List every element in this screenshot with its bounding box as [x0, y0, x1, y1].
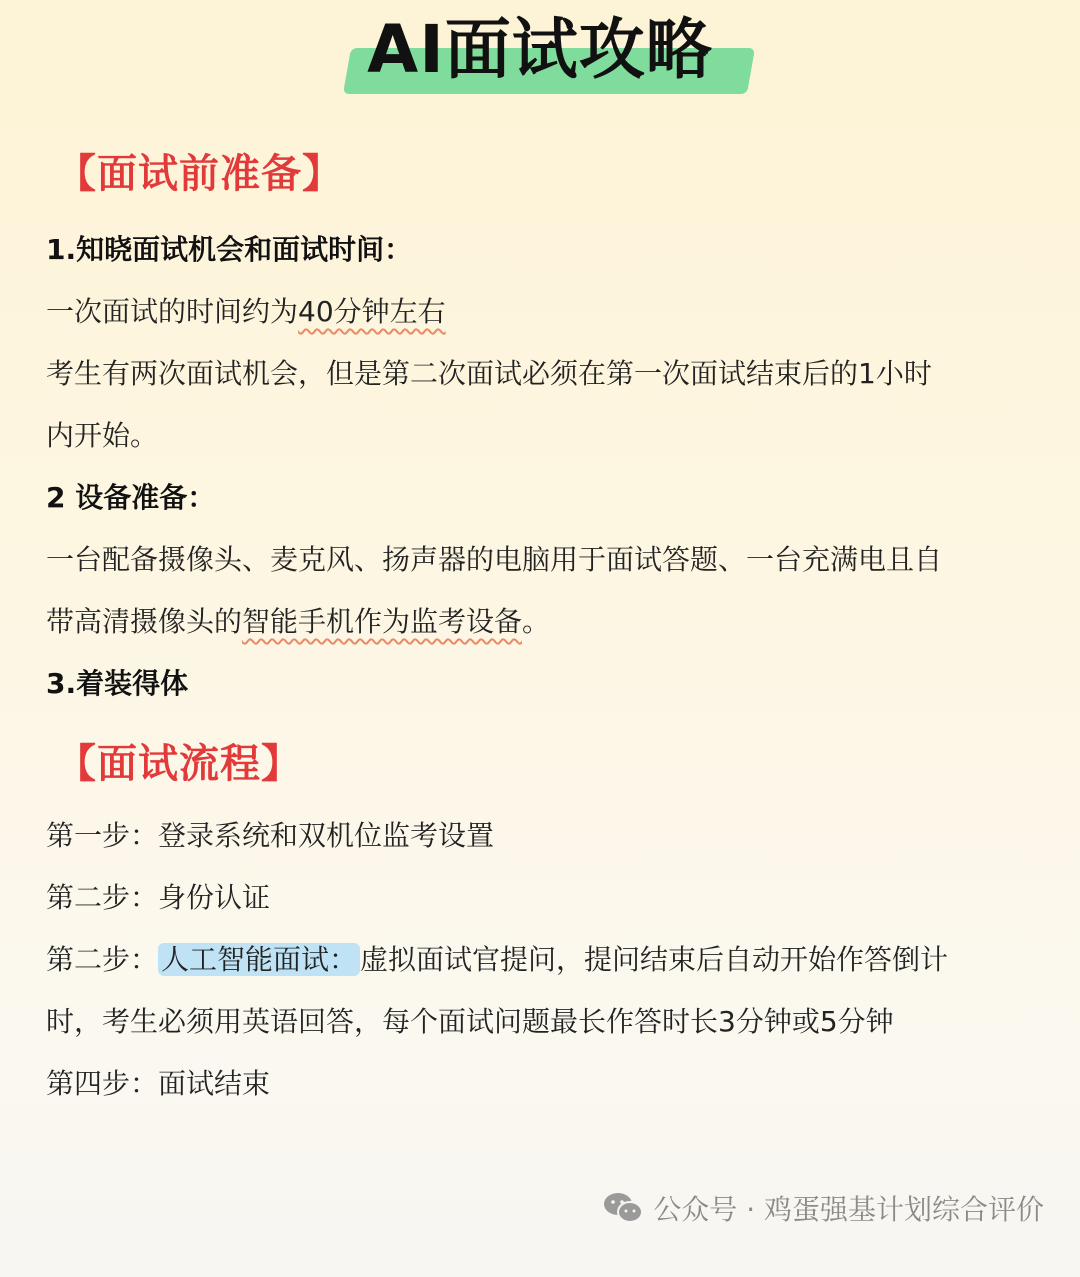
item2-heading: 2 设备准备：: [46, 481, 216, 514]
item1-line1: [46, 290, 446, 330]
step2: 第二步：身份认证: [46, 881, 271, 914]
item3-heading: 3.着装得体: [46, 667, 189, 700]
section-heading-prep: 【面试前准备】: [56, 151, 343, 197]
footer-watermark: [603, 1188, 1044, 1228]
step3-line1: [46, 938, 948, 978]
wechat-icon: [603, 1190, 643, 1226]
step3-line2: 时，考生必须用英语回答，每个面试问题最长作答时长3分钟或5分钟: [46, 1005, 894, 1038]
title-area: [0, 8, 1080, 92]
item1-line3: 内开始。: [46, 419, 159, 452]
item1-heading: 1.知晓面试机会和面试时间：: [46, 233, 413, 266]
item2-line2-post: 。: [522, 605, 551, 638]
step3-post: 虚拟面试官提问，提问结束后自动开始作答倒计: [360, 943, 949, 976]
item1-line2: 考生有两次面试机会，但是第二次面试必须在第一次面试结束后的1小时: [46, 357, 932, 390]
step4: 第四步：面试结束: [46, 1067, 271, 1100]
step3-pre: 第二步：: [46, 943, 159, 976]
step3-highlight: 人工智能面试：: [158, 943, 360, 976]
footer-text: 公众号 · 鸡蛋强基计划综合评价: [653, 1193, 1044, 1226]
item2-line2: [46, 600, 550, 640]
item1-line1-wavy: 40分钟左右: [298, 295, 446, 328]
page-title-text: AI面试攻略: [367, 11, 713, 88]
page-title: [347, 8, 733, 92]
section-heading-process: 【面试流程】: [56, 741, 302, 787]
item1-line1-pre: 一次面试的时间约为: [46, 295, 299, 328]
item2-line2-pre: 带高清摄像头的: [46, 605, 243, 638]
item2-line1: 一台配备摄像头、麦克风、扬声器的电脑用于面试答题、一台充满电且自: [46, 543, 943, 576]
item2-line2-wavy: 智能手机作为监考设备: [242, 605, 523, 638]
step1: 第一步：登录系统和双机位监考设置: [46, 819, 495, 852]
